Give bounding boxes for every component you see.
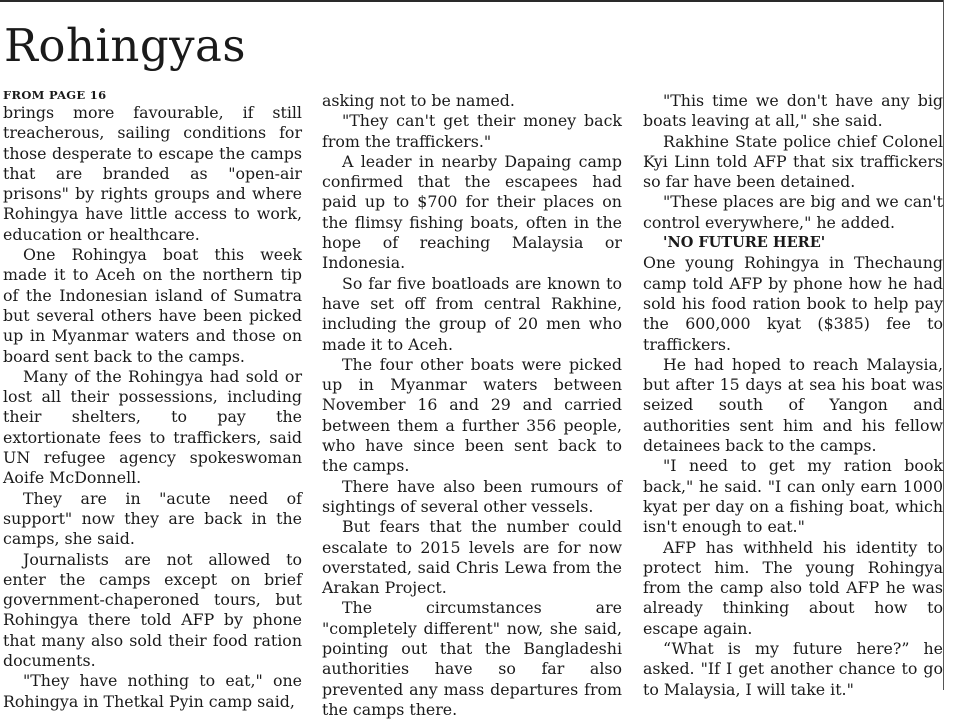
article-column-1 (3, 88, 302, 712)
continued-from-label: FROM PAGE 16 (3, 88, 107, 102)
paragraph: "They can't get their money back from the traffickers." (322, 111, 622, 151)
paragraph: The four other boats were picked up in Myanmar waters between November 16 and 29 and carried between them a further 356 people, who have since been sent back to the camps. (322, 354, 622, 476)
section-subhead: 'NO FUTURE HERE' (663, 234, 826, 252)
article-column-2 (322, 91, 622, 720)
page-edge-rule (943, 0, 944, 690)
paragraph: Journalists are not allowed to enter the camps except on brief government-chaperoned tours, but Rohingya there told AFP by phone that many also sold their food ration documents. (3, 549, 302, 671)
paragraph: asking not to be named. (322, 91, 515, 110)
paragraph: There have also been rumours of sightings of several other vessels. (322, 476, 622, 516)
paragraph: Many of the Rohingya had sold or lost all their possessions, including their shelters, to pay the extortionate fees to traffickers, said UN refugee agency spokeswoman Aoife McDonnell. (3, 366, 302, 488)
paragraph: But fears that the number could escalate to 2015 levels are for now overstated, said Chris Lewa from the Arakan Project. (322, 517, 622, 598)
paragraph: So far five boatloads are known to have set off from central Rakhine, including the group of 20 men who made it to Aceh. (322, 273, 622, 354)
paragraph: "This time we don't have any big boats leaving at all," she said. (643, 91, 943, 131)
paragraph: One Rohingya boat this week made it to Aceh on the northern tip of the Indonesian island of Sumatra but several others have been picked up in Myanmar waters and those on board sent back to the camps. (3, 245, 302, 366)
paragraph: "I need to get my ration book back," he said. "I can only earn 1000 kyat per day on a fishing boat, which isn't enough to eat." (643, 456, 943, 537)
paragraph: The circumstances are "completely different" now, she said, pointing out that the Bangladeshi authorities have so far also prevented any mass departures from the camps there. (322, 598, 622, 719)
paragraph: AFP has withheld his identity to protect him. The young Rohingya from the camp also told AFP he was already thinking about how to escape again. (643, 537, 943, 638)
paragraph: A leader in nearby Dapaing camp confirmed that the escapees had paid up to $700 for their places on the flimsy fishing boats, often in the hope of reaching Malaysia or Indonesia. (322, 151, 622, 273)
top-rule (0, 0, 944, 2)
article-column-3 (643, 91, 943, 700)
paragraph: brings more favourable, if still treacherous, sailing conditions for those desperate to escape the camps that are branded as "open-air prisons" by rights groups and where Rohingya have little access to work, education or healthcare. (3, 103, 302, 244)
paragraph: They are in "acute need of support" now they are back in the camps, she said. (3, 488, 302, 549)
paragraph: He had hoped to reach Malaysia, but after 15 days at sea his boat was seized south of Yangon and authorities sent him and his fellow detainees back to the camps. (643, 354, 943, 456)
paragraph: “What is my future here?” he asked. "If I get another chance to go to Malaysia, I will take it." (643, 639, 943, 699)
paragraph: Rakhine State police chief Colonel Kyi Linn told AFP that six traffickers so far have been detained. (643, 131, 943, 192)
paragraph: "These places are big and we can't control everywhere," he added. (643, 192, 943, 232)
article-headline: Rohingyas (4, 19, 246, 72)
paragraph: One young Rohingya in Thechaung camp told AFP by phone how he had sold his food ration book to help pay the 600,000 kyat ($385) fee to traffickers. (643, 253, 943, 354)
paragraph: "They have nothing to eat," one Rohingya in Thetkal Pyin camp said, (3, 671, 302, 711)
